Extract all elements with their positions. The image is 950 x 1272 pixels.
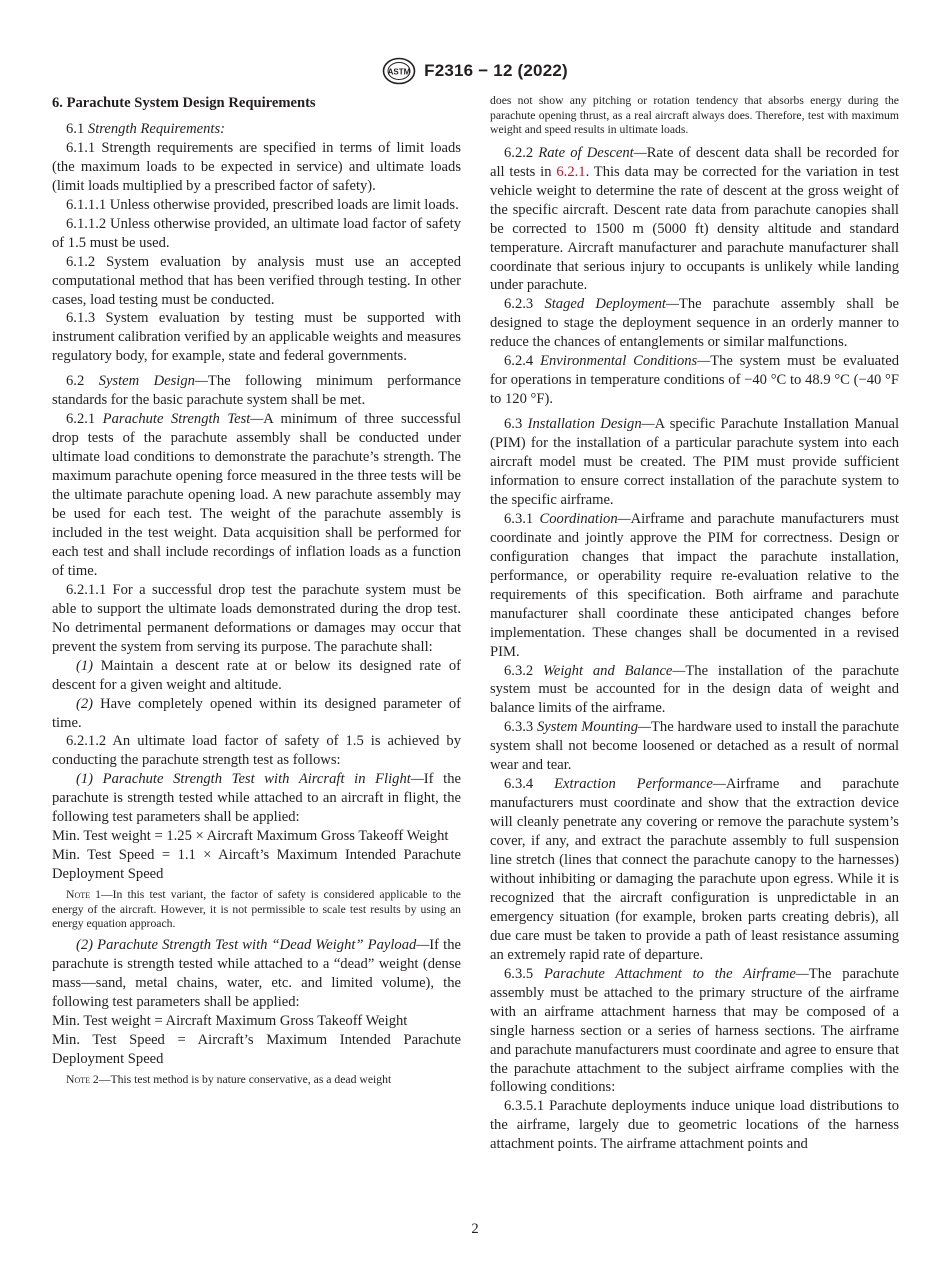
svg-text:ASTM: ASTM <box>387 67 411 77</box>
dead-weight-test-weight: Min. Test weight = Aircraft Maximum Gross Takeoff Weight <box>52 1012 408 1029</box>
astm-logo-icon <box>382 57 416 85</box>
left-column <box>52 94 461 1091</box>
page-number: 2 <box>471 1221 479 1237</box>
note-2: Note 2—This test method is by nature conservative, as a dead weight <box>66 1072 392 1086</box>
para-6-2-4: 6.2.4 Environmental Conditions—The system must be evaluated for operations in temperature conditions of −40 °C to 48.9 °C (−40 °F to 120 °F). <box>490 353 899 408</box>
para-6-1-3: 6.1.3 System evaluation by testing must be supported with instrument calibration verified by an applicable weights and measures regulatory body, for example, state and federal governments. <box>52 310 461 365</box>
para-6-2: 6.2 System Design—The following minimum performance standards for the basic parachute system shall be met. <box>52 373 462 409</box>
flight-test-speed: Min. Test Speed = 1.1 × Aircaft’s Maximum Intended Parachute Deployment Speed <box>52 847 461 883</box>
flight-test-para: (1) Parachute Strength Test with Aircraft in Flight—If the parachute is strength tested while attached to an aircraft in flight, the following test parameters shall be applied: <box>52 771 461 826</box>
list-item-2: (2) Have completely opened within its designed parameter of time. <box>52 695 461 731</box>
para-6-3-4: 6.3.4 Extraction Performance—Airframe and parachute manufacturers must coordinate and show that the extraction device will cleanly penetrate any covering or remove the parachute system’s cover, if any, and extract the parachute assembly to full suspension line stretch (lines that connect the parachute canopy to the harnesses) without inhibiting or damaging the parachute upon egress. While it is recognized that the aircraft configuration is unpredictable in an emergency situation (for example, broken parts creating debris), all due care must be taken to provide a path of least resistance assuming an extremely rapid rate of departure. <box>490 776 900 963</box>
para-6-1: 6.1 Strength Requirements: <box>66 120 226 137</box>
dead-weight-para: (2) Parachute Strength Test with “Dead Weight” Payload—If the parachute is strength tested while attached to a “dead” weight (dense mass—sand, metal chains, water, etc. and limited volume), the following test parameters shall be applied: <box>52 936 461 1010</box>
standard-designation: F2316 − 12 (2022) <box>424 61 568 80</box>
page-header <box>0 56 950 86</box>
note-1: Note 1—In this test variant, the factor of safety is considered applicable to the energy of the aircraft. However, it is not permissible to scale test results by using an energy equation approach. <box>52 888 461 931</box>
para-6-3: 6.3 Installation Design—A specific Parachute Installation Manual (PIM) for the installation of a particular parachute system into each aircraft model must be created. The PIM must provide sufficient information to ensure correct installation of the parachute system to the specific airframe. <box>490 416 899 508</box>
para-6-1-2: 6.1.2 System evaluation by analysis must use an accepted computational method that has been verified through testing. In other cases, load testing must be conducted. <box>52 253 461 308</box>
note-2-continued: does not show any pitching or rotation tendency that absorbs energy during the parachute opening thrust, as a real aircraft always does. Therefore, test with maximum weight and speed results in ultimate loads. <box>490 94 899 137</box>
para-6-2-1: 6.2.1 Parachute Strength Test—A minimum of three successful drop tests of the parachute assembly shall be conducted under ultimate load conditions to demonstrate the parachute’s strength. The maximum parachute opening force measured in the three tests will be the ultimate parachute opening load. A new parachute assembly may be used for each test. The weight of the parachute assembly is included in the test weight. Data acquisition shall be performed for each test and shall include recordings of inflation loads as a function of time. <box>52 411 461 579</box>
list-item-1: (1) Maintain a descent rate at or below its designed rate of descent for a given weight and altitude. <box>52 657 461 693</box>
para-6-1-1: 6.1.1 Strength requirements are specified in terms of limit loads (the maximum loads to be expected in service) and ultimate loads (limit loads multiplied by a prescribed factor of safety). <box>52 139 461 194</box>
para-6-3-2: 6.3.2 Weight and Balance—The installation of the parachute system must be accounted for in the design data of weight and balance limits of the airframe. <box>490 662 899 717</box>
para-6-3-3: 6.3.3 System Mounting—The hardware used to install the parachute system shall not become loosened or detached as a result of normal wear and tear. <box>490 719 899 774</box>
section-title: 6. Parachute System Design Requirements <box>52 95 316 111</box>
para-6-3-1: 6.3.1 Coordination—Airframe and parachute manufacturers must coordinate and jointly approve the PIM for correctness. Design or configuration changes that impact the parachute installation, performance, or operability require re-evaluation relative to the requirements of this specification. Both airframe and parachute manufacturer shall coordinate these anticipated changes before implementation. These changes shall be documented in a revised PIM. <box>490 510 899 660</box>
para-6-2-3: 6.2.3 Staged Deployment—The parachute assembly shall be designed to stage the deployment sequence in an orderly manner to reduce the chances of entanglements or similar malfunctions. <box>490 296 899 351</box>
para-6-3-5: 6.3.5 Parachute Attachment to the Airframe—The parachute assembly must be attached to the primary structure of the airframe with an airframe attachment harness that may be composed of a single harness section or a series of harness sections. The airframe and parachute manufacturers must coordinate and agree to ensure that the parachute attachment to the subject airframe complies with the following conditions: <box>490 965 899 1096</box>
para-6-1-1-2: 6.1.1.2 Unless otherwise provided, an ultimate load factor of safety of 1.5 must be used. <box>52 215 461 251</box>
para-6-2-1-2: 6.2.1.2 An ultimate load factor of safety of 1.5 is achieved by conducting the parachute strength test as follows: <box>52 733 461 769</box>
para-6-3-5-1: 6.3.5.1 Parachute deployments induce unique load distributions to the airframe, largely due to geometric locations of the harness attachment points. The airframe attachment points and <box>490 1098 899 1153</box>
dead-weight-test-speed: Min. Test Speed = Aircraft’s Maximum Intended Parachute Deployment Speed <box>52 1031 461 1067</box>
right-column <box>490 94 899 1154</box>
section-link-6-2-1[interactable]: 6.2.1 <box>556 163 586 180</box>
flight-test-weight: Min. Test weight = 1.25 × Aircraft Maximum Gross Takeoff Weight <box>52 828 449 845</box>
para-6-1-1-1: 6.1.1.1 Unless otherwise provided, prescribed loads are limit loads. <box>66 196 459 213</box>
para-6-2-2: 6.2.2 Rate of Descent—Rate of descent data shall be recorded for all tests in 6.2.1. This data may be corrected for the variation in test vehicle weight to determine the rate of descent at the gross weight of the specific aircraft. Descent rate data from parachute canopies shall be corrected to 1500 m (5000 ft) density altitude and standard temperature. Aircraft manufacturer and parachute manufacturer shall coordinate that serious injury to occupants is unlikely while landing under parachute. <box>490 144 900 294</box>
para-6-2-1-1: 6.2.1.1 For a successful drop test the parachute system must be able to support the ultimate loads demonstrated during the drop test. No detrimental permanent deformations or damages may occur that prevent the system from serving its purpose. The parachute shall: <box>52 581 461 655</box>
